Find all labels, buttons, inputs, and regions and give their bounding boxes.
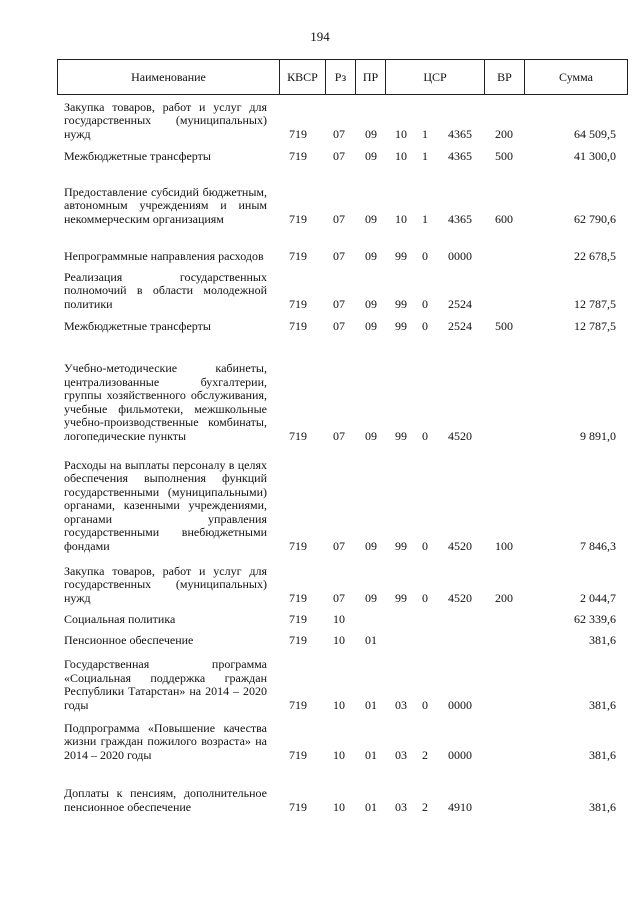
- cell-vr: 600: [495, 211, 513, 226]
- row-name: Непрограммные направления расходов: [64, 248, 264, 263]
- table-row: [0, 633, 640, 647]
- cell-sum: 381,6: [589, 747, 616, 762]
- cell-kvsr: 719: [289, 318, 307, 333]
- table-row: [0, 319, 640, 333]
- table-row: [0, 99, 640, 141]
- cell-csr3: 4910: [448, 799, 472, 814]
- cell-pr: 01: [365, 697, 377, 712]
- row-name: Межбюджетные трансферты: [64, 148, 211, 163]
- table-row: [0, 149, 640, 163]
- cell-vr: 200: [495, 590, 513, 605]
- cell-sum: 22 678,5: [574, 248, 616, 263]
- cell-sum: 9 891,0: [580, 428, 616, 443]
- cell-kvsr: 719: [289, 428, 307, 443]
- cell-csr2: 1: [422, 126, 428, 141]
- cell-csr3: 0000: [448, 747, 472, 762]
- cell-csr2: 0: [422, 248, 428, 263]
- header-pr: ПР: [356, 60, 386, 94]
- cell-csr1: 99: [395, 590, 407, 605]
- cell-rz: 10: [333, 632, 345, 647]
- cell-sum: 12 787,5: [574, 318, 616, 333]
- row-name: Пенсионное обеспечение: [64, 632, 194, 647]
- cell-kvsr: 719: [289, 799, 307, 814]
- cell-csr1: 03: [395, 697, 407, 712]
- cell-rz: 10: [333, 611, 345, 626]
- cell-vr: 500: [495, 148, 513, 163]
- header-csr: ЦСР: [386, 60, 485, 94]
- table-row: [0, 657, 640, 712]
- cell-csr2: 0: [422, 318, 428, 333]
- cell-rz: 07: [333, 248, 345, 263]
- cell-csr1: 10: [395, 126, 407, 141]
- cell-csr2: 0: [422, 428, 428, 443]
- cell-sum: 381,6: [589, 632, 616, 647]
- row-name: Закупка товаров, работ и услуг для государственных (муниципальных) нужд: [64, 563, 267, 605]
- cell-sum: 7 846,3: [580, 538, 616, 553]
- cell-pr: 09: [365, 538, 377, 553]
- row-name: Государственная программа «Социальная поддержка граждан Республики Татарстан» на 2014 – 2020 годы: [64, 657, 267, 712]
- row-name: Расходы на выплаты персоналу в целях обеспечения выполнения функций государственными (муниципальными) органами, казенными учреждениями, органами управления государственными внебюджетными фондами: [64, 457, 267, 553]
- cell-pr: 09: [365, 211, 377, 226]
- cell-pr: 09: [365, 148, 377, 163]
- cell-pr: 01: [365, 799, 377, 814]
- cell-csr2: 0: [422, 296, 428, 311]
- cell-csr2: 2: [422, 799, 428, 814]
- cell-csr3: 4520: [448, 538, 472, 553]
- cell-csr3: 4520: [448, 590, 472, 605]
- cell-csr1: 99: [395, 318, 407, 333]
- cell-rz: 07: [333, 211, 345, 226]
- cell-csr3: 4365: [448, 211, 472, 226]
- cell-csr1: 99: [395, 296, 407, 311]
- cell-sum: 381,6: [589, 697, 616, 712]
- cell-pr: 09: [365, 126, 377, 141]
- cell-sum: 62 339,6: [574, 611, 616, 626]
- header-kvsr: КВСР: [280, 60, 326, 94]
- table-row: [0, 612, 640, 626]
- cell-csr3: 4365: [448, 148, 472, 163]
- table-row: [0, 249, 640, 263]
- cell-csr1: 10: [395, 148, 407, 163]
- cell-sum: 41 300,0: [574, 148, 616, 163]
- cell-sum: 64 509,5: [574, 126, 616, 141]
- cell-kvsr: 719: [289, 538, 307, 553]
- cell-vr: 500: [495, 318, 513, 333]
- cell-csr2: 0: [422, 590, 428, 605]
- cell-rz: 07: [333, 126, 345, 141]
- table-row: [0, 563, 640, 605]
- cell-rz: 10: [333, 697, 345, 712]
- table-row: [0, 269, 640, 311]
- cell-csr1: 03: [395, 747, 407, 762]
- cell-csr1: 99: [395, 248, 407, 263]
- cell-pr: 09: [365, 428, 377, 443]
- table-header: [57, 59, 628, 95]
- header-sum: Сумма: [559, 70, 593, 84]
- cell-kvsr: 719: [289, 148, 307, 163]
- cell-kvsr: 719: [289, 296, 307, 311]
- table-row: [0, 361, 640, 443]
- header-rz: Рз: [326, 60, 356, 94]
- cell-csr1: 99: [395, 538, 407, 553]
- cell-pr: 01: [365, 632, 377, 647]
- cell-csr3: 2524: [448, 296, 472, 311]
- cell-pr: 09: [365, 296, 377, 311]
- row-name: Подпрограмма «Повышение качества жизни граждан пожилого возраста» на 2014 – 2020 годы: [64, 720, 267, 762]
- cell-kvsr: 719: [289, 747, 307, 762]
- row-name: Учебно-методические кабинеты, централизованные бухгалтерии, группы хозяйственного обслуживания, учебные фильмотеки, межшкольные учебно-производственные комбинаты, логопедические пункты: [64, 361, 267, 443]
- cell-csr2: 2: [422, 747, 428, 762]
- cell-pr: 09: [365, 590, 377, 605]
- table-row: [0, 457, 640, 553]
- cell-csr3: 0000: [448, 697, 472, 712]
- cell-rz: 07: [333, 296, 345, 311]
- cell-kvsr: 719: [289, 126, 307, 141]
- row-name: Закупка товаров, работ и услуг для государственных (муниципальных) нужд: [64, 99, 267, 141]
- cell-csr3: 2524: [448, 318, 472, 333]
- cell-kvsr: 719: [289, 211, 307, 226]
- cell-csr1: 10: [395, 211, 407, 226]
- cell-sum: 381,6: [589, 799, 616, 814]
- cell-vr: 100: [495, 538, 513, 553]
- cell-kvsr: 719: [289, 590, 307, 605]
- cell-rz: 10: [333, 747, 345, 762]
- cell-pr: 09: [365, 318, 377, 333]
- table-row: [0, 720, 640, 762]
- cell-rz: 07: [333, 148, 345, 163]
- row-name: Предоставление субсидий бюджетным, автономным учреждениям и иным некоммерческим организациям: [64, 184, 267, 226]
- cell-csr2: 0: [422, 538, 428, 553]
- header-vr: ВР: [485, 60, 525, 94]
- cell-kvsr: 719: [289, 611, 307, 626]
- cell-pr: 01: [365, 747, 377, 762]
- table-row: [0, 184, 640, 226]
- cell-csr1: 03: [395, 799, 407, 814]
- cell-rz: 07: [333, 590, 345, 605]
- header-name: Наименование: [58, 60, 280, 94]
- cell-vr: 200: [495, 126, 513, 141]
- cell-kvsr: 719: [289, 697, 307, 712]
- row-name: Реализация государственных полномочий в области молодежной политики: [64, 269, 267, 311]
- cell-kvsr: 719: [289, 632, 307, 647]
- cell-csr1: 99: [395, 428, 407, 443]
- row-name: Доплаты к пенсиям, дополнительное пенсионное обеспечение: [64, 786, 267, 814]
- cell-kvsr: 719: [289, 248, 307, 263]
- cell-pr: 09: [365, 248, 377, 263]
- cell-rz: 07: [333, 318, 345, 333]
- cell-sum: 2 044,7: [580, 590, 616, 605]
- cell-csr2: 1: [422, 148, 428, 163]
- cell-csr3: 4365: [448, 126, 472, 141]
- cell-csr2: 1: [422, 211, 428, 226]
- cell-rz: 07: [333, 428, 345, 443]
- cell-csr2: 0: [422, 697, 428, 712]
- cell-sum: 62 790,6: [574, 211, 616, 226]
- row-name: Межбюджетные трансферты: [64, 318, 211, 333]
- table-row: [0, 786, 640, 814]
- cell-sum: 12 787,5: [574, 296, 616, 311]
- cell-rz: 07: [333, 538, 345, 553]
- page-number: 194: [310, 29, 330, 44]
- cell-rz: 10: [333, 799, 345, 814]
- cell-csr3: 4520: [448, 428, 472, 443]
- cell-csr3: 0000: [448, 248, 472, 263]
- row-name: Социальная политика: [64, 611, 176, 626]
